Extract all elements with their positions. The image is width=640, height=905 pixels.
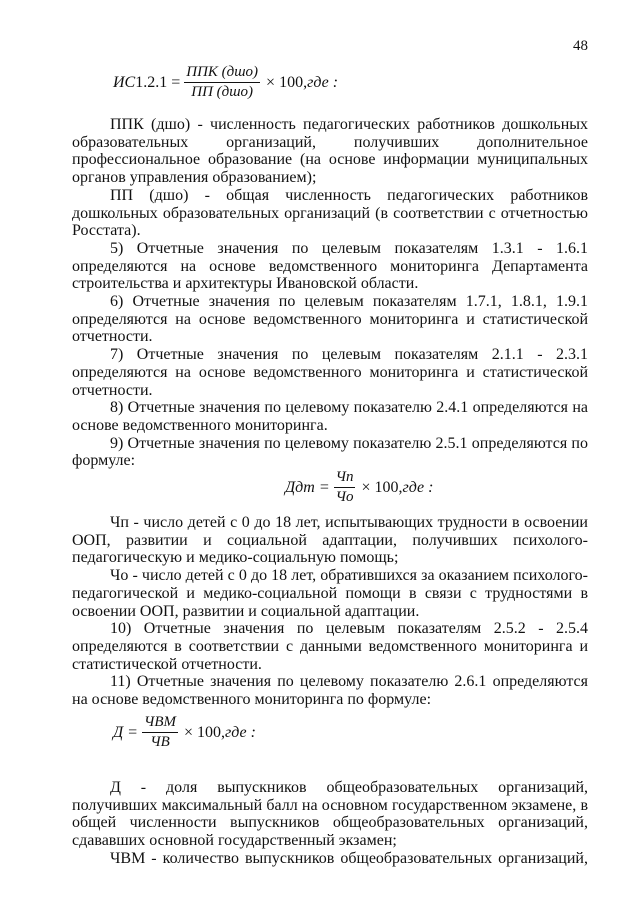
paragraph: 10) Отчетные значения по целевым показателям 2.5.2 - 2.5.4 определяются в соответствии с данными ведомственного мониторинга и статистической отчетности. [72, 620, 588, 673]
numerator: Чп [334, 469, 356, 488]
paragraph: ПП (дшо) - общая численность педагогических работников дошкольных образовательных организаций (в соответствии с отчетностью Росстата). [72, 186, 588, 240]
formula-multiplier: × 100, [183, 723, 226, 741]
formula-ic-1-2-1 [113, 64, 338, 101]
formula-lhs: ИС [113, 73, 136, 91]
formula-where: где : [225, 723, 256, 741]
formula-multiplier: × 100, [361, 478, 403, 496]
formula-d [113, 714, 256, 751]
paragraph: 5) Отчетные значения по целевым показателям 1.3.1 - 1.6.1 определяются на основе ведомственного мониторинга Департамента строительства и архитектуры Ивановской области. [72, 239, 588, 293]
paragraph: 8) Отчетные значения по целевому показателю 2.4.1 определяются на основе ведомственного мониторинга. [72, 399, 588, 434]
formula-lhs: Д = [113, 723, 138, 741]
text-block-c [72, 779, 588, 868]
paragraph: Чп - число детей с 0 до 18 лет, испытывающих трудности в освоении ООП, развитии и социальной адаптации, получивших психолого-педагогическую и медико-социальную помощь; [72, 514, 588, 567]
formula-lhs: Ддт = [285, 478, 330, 496]
formula-lhs-index: 1.2.1 = [135, 73, 181, 91]
text-block-a [72, 116, 588, 470]
text-block-b [72, 514, 588, 709]
fraction [184, 64, 260, 101]
paragraph: Д - доля выпускников общеобразовательных организаций, получивших максимальный балл на основном государственном экзамене, в общей численности выпускников общеобразовательных организаций, сдававших основной государственный экзамен; [72, 779, 588, 850]
fraction [334, 469, 356, 506]
paragraph: 11) Отчетные значения по целевому показателю 2.6.1 определяются на основе ведомственного мониторинга по формуле: [72, 673, 588, 709]
denominator: Чо [335, 489, 354, 505]
paragraph: 9) Отчетные значения по целевому показателю 2.5.1 определяются по формуле: [72, 434, 588, 470]
numerator: ППК (дшо) [184, 64, 260, 83]
fraction [142, 714, 178, 751]
denominator: ЧВ [150, 734, 170, 750]
formula-multiplier: × 100, [266, 73, 308, 91]
denominator: ПП (дшо) [191, 84, 254, 100]
numerator: ЧВМ [142, 714, 178, 733]
formula-ddt [285, 469, 433, 506]
paragraph: 7) Отчетные значения по целевым показателям 2.1.1 - 2.3.1 определяются на основе ведомственного мониторинга и статистической отчетности. [72, 346, 588, 399]
paragraph: Чо - число детей с 0 до 18 лет, обратившихся за оказанием психолого-педагогической и медико-социальной помощи в связи с трудностями в освоении ООП, развитии и социальной адаптации. [72, 567, 588, 620]
paragraph: ППК (дшо) - численность педагогических работников дошкольных образовательных организаций, получивших дополнительное профессиональное образование (на основе информации муниципальных органов управления образованием); [72, 116, 588, 187]
formula-where: где : [307, 73, 339, 91]
paragraph: ЧВМ - количество выпускников общеобразовательных организаций, [110, 849, 588, 867]
formula-where: где : [402, 478, 434, 496]
page-number: 48 [573, 38, 588, 54]
paragraph: 6) Отчетные значения по целевым показателям 1.7.1, 1.8.1, 1.9.1 определяются на основе ведомственного мониторинга и статистической отчетности. [72, 293, 588, 346]
